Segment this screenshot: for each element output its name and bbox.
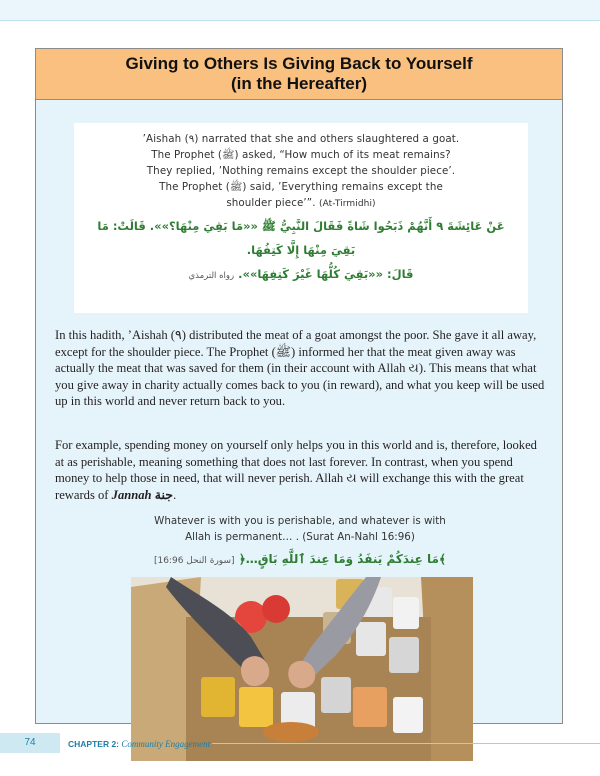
top-rule [0, 20, 600, 21]
hadith-arabic [86, 214, 516, 288]
hadith-line: The Prophet (ﷺ) said, ’Everything remains except the [159, 181, 443, 193]
hadith-line: The Prophet (ﷺ) asked, “How much of its meat remains? [151, 149, 451, 161]
hadith-arabic-ref: رواه الترمذي [188, 271, 235, 281]
page-title: Giving to Others Is Giving Back to Yourself [125, 54, 473, 73]
jannah-arabic: جنة [154, 487, 174, 502]
hadith-arabic-line1: عَنْ عَائِشَةَ ٩ أَنَّهُمْ ذَبَحُوا شَاةً فَقَالَ النَّبِيُّ ﷺ ««مَا بَقِيَ مِنْهَا؟»». قَالَتْ: مَا بَقِيَ مِنْهَا إِلَّا كَتِفُهَا. [97, 219, 505, 257]
lesson-panel [35, 48, 563, 724]
hadith-line: ’Aishah (٩) narrated that she and others slaughtered a goat. [142, 133, 460, 145]
body-paragraph-1: In this hadith, ’Aishah (٩) distributed the meat of a goat amongst the poor. She gave it all away, except for the shoulder piece. The Prophet (ﷺ) informed her that the meat given away was actually the meat that was saved for them (in their account with Allah ય). This means that what you give away in charity actually comes back to you (in reward), and what you keep will be used up in this world and never return back to you. [55, 328, 545, 408]
hadith-line: shoulder piece’”. [226, 197, 316, 209]
body-paragraph-2 [55, 437, 547, 503]
title-box [36, 49, 562, 100]
verse-line: Whatever is with you is perishable, and whatever is with [154, 515, 446, 527]
verse-arabic-text: ﴾مَا عِندَكُمْ يَنفَدُ وَمَا عِندَ ٱللَّهِ بَاقٍ…﴿ [238, 552, 447, 566]
body-p2-end: . [173, 487, 177, 502]
footer-rule [212, 743, 600, 744]
chapter-label: CHAPTER 2: [68, 739, 120, 749]
page-subtitle: (in the Hereafter) [230, 74, 368, 93]
hadith-quote-box [74, 123, 528, 313]
hadith-line-last [86, 195, 516, 212]
hadith-arabic-line2-wrap [86, 262, 516, 288]
top-band [0, 0, 600, 20]
chapter-footer [68, 738, 210, 750]
hadith-english [86, 131, 516, 212]
chapter-title: Community Engagement [121, 739, 211, 749]
verse-english [76, 513, 524, 545]
food-box-illustration [131, 577, 473, 761]
hadith-source: (At-Tirmidhi) [318, 199, 376, 209]
jannah-term: Jannah [111, 487, 152, 502]
verse-line: Allah is permanent… . (Surat An-Nahl 16:96) [185, 531, 415, 543]
hadith-line: They replied, ’Nothing remains except the shoulder piece’. [146, 165, 456, 177]
hadith-arabic-line2: قَالَ: ««بَقِيَ كُلُّهَا غَيْرَ كَتِفِهَا»». [238, 267, 414, 281]
verse-arabic [76, 549, 524, 571]
page-number: 74 [0, 733, 60, 753]
verse-arabic-ref: [سورة النحل 16:96] [153, 556, 235, 566]
body-p2-text: For example, spending money on yourself only helps you in this world and is, therefore, looked at as perishable, meaning something that does not last forever. In contrast, when you spend money to help those in need, that will never perish. Allah ય will exchange this with the great rewards of [55, 438, 537, 502]
food-donation-photo [131, 577, 473, 761]
